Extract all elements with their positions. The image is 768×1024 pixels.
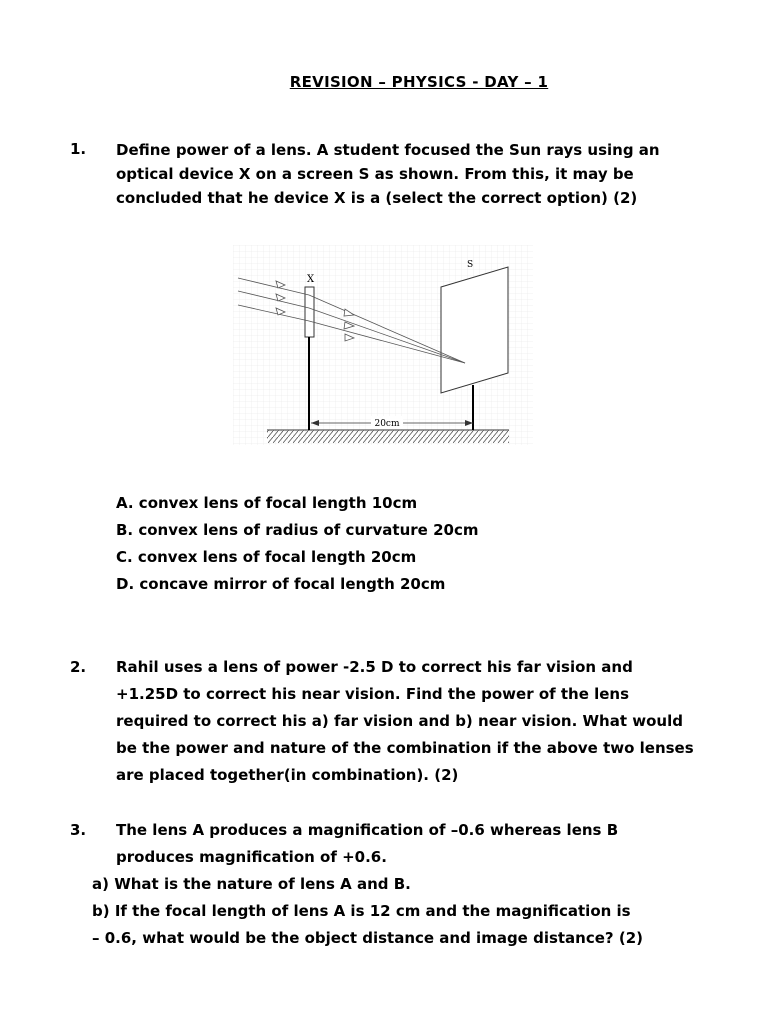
- question-1-text: [116, 138, 736, 210]
- question-1-number: 1.: [70, 140, 87, 158]
- question-1-line: Define power of a lens. A student focused the Sun rays using an: [116, 141, 660, 159]
- question-2-line: required to correct his a) far vision and b) near vision. What would: [116, 712, 683, 730]
- question-3-sub-b-cont: – 0.6, what would be the object distance and image distance? (2): [92, 929, 643, 947]
- question-1-line: concluded that he device X is a (select the correct option) (2): [116, 189, 638, 207]
- question-3-line: The lens A produces a magnification of –0.6 whereas lens B: [116, 821, 619, 839]
- ground-hatch: [267, 430, 509, 443]
- option-b: B. convex lens of radius of curvature 20cm: [116, 521, 479, 539]
- option-a: A. convex lens of focal length 10cm: [116, 494, 418, 512]
- question-3-number: 3.: [70, 821, 87, 839]
- question-3-line: produces magnification of +0.6.: [116, 848, 387, 866]
- question-3-text: [116, 817, 618, 871]
- screen-s: [441, 267, 508, 393]
- question-2-line: are placed together(in combination). (2): [116, 766, 459, 784]
- question-2-number: 2.: [70, 658, 87, 676]
- question-3-sub-b: b) If the focal length of lens A is 12 cm and the magnification is: [92, 902, 631, 920]
- distance-label: 20cm: [374, 419, 400, 429]
- question-1-options: [116, 490, 478, 598]
- question-3-sub-a: a) What is the nature of lens A and B.: [92, 875, 411, 893]
- label-x: X: [307, 274, 315, 285]
- optics-diagram: [233, 245, 533, 454]
- question-2-line: be the power and nature of the combination if the above two lenses: [116, 739, 694, 757]
- optics-diagram-svg: [233, 245, 533, 450]
- question-2-line: +1.25D to correct his near vision. Find the power of the lens: [116, 685, 630, 703]
- option-d: D. concave mirror of focal length 20cm: [116, 575, 446, 593]
- label-s: S: [467, 260, 474, 270]
- question-2-text: [116, 654, 736, 789]
- question-2-line: Rahil uses a lens of power -2.5 D to correct his far vision and: [116, 658, 633, 676]
- question-1-line: optical device X on a screen S as shown. From this, it may be: [116, 165, 634, 183]
- page-title: REVISION – PHYSICS - DAY – 1: [289, 73, 549, 91]
- option-c: C. convex lens of focal length 20cm: [116, 548, 417, 566]
